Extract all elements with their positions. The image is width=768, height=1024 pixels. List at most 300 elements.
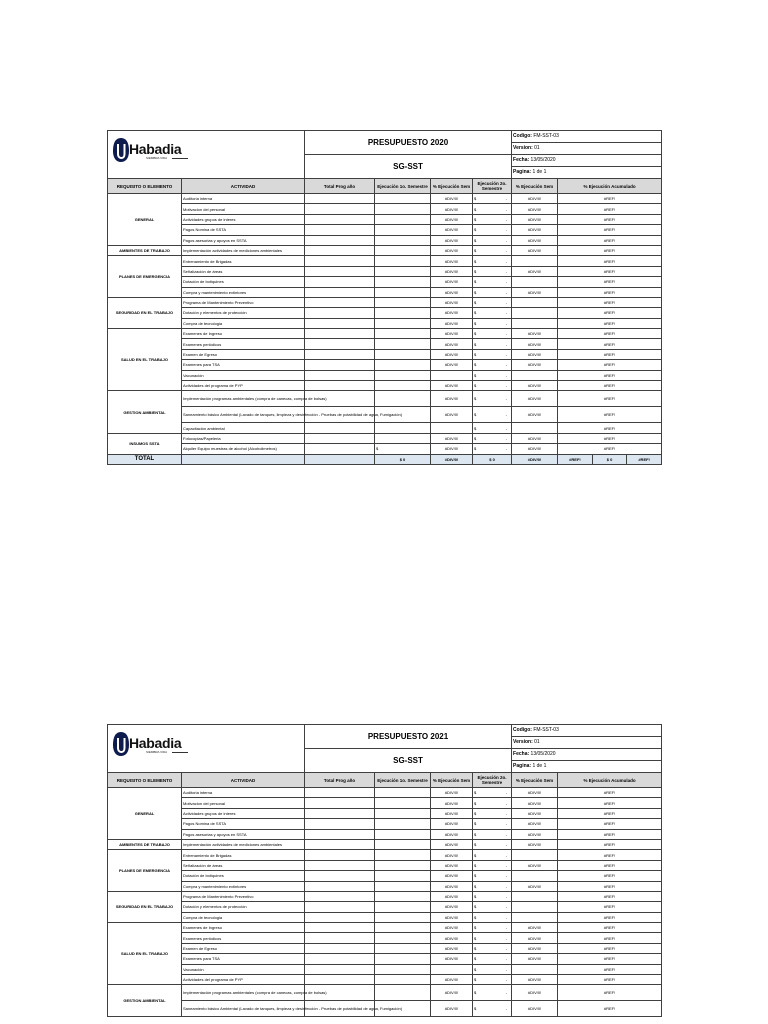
exec2-cell: $ -: [473, 266, 512, 276]
meta-fecha: Fecha: 13/05/2020: [512, 749, 662, 761]
table-row: [108, 912, 662, 922]
total-prog-cell: [305, 829, 375, 839]
activity-cell: Implementación actividades de mediciones ambientales: [182, 245, 305, 255]
table-row: [108, 360, 662, 370]
habadia-logo-icon: [112, 136, 130, 164]
requirement-group: AMBIENTES DE TRABAJO: [108, 245, 182, 255]
total-row: [108, 454, 662, 464]
column-header-row: [108, 773, 662, 788]
total-prog-cell: [305, 204, 375, 214]
activity-cell: Examenes para TSA: [182, 954, 305, 964]
accumulated-cell: #REF!: [558, 287, 662, 297]
exec1-cell: [375, 912, 431, 922]
accumulated-cell: #REF!: [558, 433, 662, 443]
total-prog-cell: [305, 839, 375, 849]
pct1-cell: #DIV/0!: [431, 954, 473, 964]
company-logo: [108, 131, 305, 179]
accumulated-cell: #REF!: [558, 933, 662, 943]
pct1-cell: #DIV/0!: [431, 902, 473, 912]
exec2-cell: $ -: [473, 933, 512, 943]
activity-cell: Señalización de áreas: [182, 860, 305, 870]
table-row: [108, 318, 662, 328]
column-header: REQUISITO O ELEMENTO: [108, 773, 182, 788]
pct1-cell: #DIV/0!: [431, 381, 473, 391]
total-prog-cell: [305, 871, 375, 881]
exec2-cell: $ -: [473, 923, 512, 933]
pct2-cell: #DIV/0!: [512, 204, 558, 214]
exec1-cell: [375, 850, 431, 860]
pct1-cell: #DIV/0!: [431, 407, 473, 423]
activity-cell: Alquiler Equipo muestras de alcohol (Alcoholimetros): [182, 444, 305, 454]
total-prog-cell: [305, 788, 375, 798]
pct2-cell: [512, 297, 558, 307]
total-exec1: $ 0: [375, 454, 431, 464]
table-row: [108, 329, 662, 339]
total-pct1: #DIV/0!: [431, 454, 473, 464]
activity-cell: Auditoria interna: [182, 788, 305, 798]
exec2-cell: $ -: [473, 808, 512, 818]
accumulated-cell: #REF!: [558, 381, 662, 391]
total-prog-cell: [305, 923, 375, 933]
table-row: [108, 423, 662, 433]
accumulated-cell: #REF!: [558, 912, 662, 922]
total-prog-cell: [305, 349, 375, 359]
exec2-cell: $ -: [473, 423, 512, 433]
exec1-cell: [375, 433, 431, 443]
pct2-cell: #DIV/0!: [512, 349, 558, 359]
pct2-cell: #DIV/0!: [512, 245, 558, 255]
total-prog-cell: [305, 308, 375, 318]
total-prog-cell: [305, 819, 375, 829]
accumulated-cell: #REF!: [558, 839, 662, 849]
total-accumulated: [558, 454, 662, 464]
pct2-cell: #DIV/0!: [512, 839, 558, 849]
exec1-cell: [375, 819, 431, 829]
pct2-cell: #DIV/0!: [512, 829, 558, 839]
column-header: REQUISITO O ELEMENTO: [108, 179, 182, 194]
exec2-cell: $ -: [473, 235, 512, 245]
activity-cell: Saneamiento básico Ambiental (Lavado de tanques, limpieza y desinfección - Pruebas de potabilidad de agua, Fumigación): [182, 407, 305, 423]
table-row: [108, 194, 662, 204]
total-prog-cell: [305, 194, 375, 204]
exec1-cell: [375, 277, 431, 287]
accumulated-cell: #REF!: [558, 881, 662, 891]
table-row: [108, 297, 662, 307]
accumulated-cell: #REF!: [558, 975, 662, 985]
activity-cell: Examenes de Ingreso: [182, 329, 305, 339]
pct2-cell: [512, 891, 558, 901]
pct1-cell: #DIV/0!: [431, 266, 473, 276]
exec2-cell: $ -: [473, 308, 512, 318]
activity-cell: Examenes de Ingreso: [182, 923, 305, 933]
exec2-cell: $ -: [473, 204, 512, 214]
total-prog-cell: [305, 339, 375, 349]
activity-cell: Implementación programas ambientales (compra de canecas, compra de bolsas): [182, 391, 305, 407]
pct1-cell: #DIV/0!: [431, 329, 473, 339]
exec1-cell: [375, 943, 431, 953]
activity-cell: Señalización de áreas: [182, 266, 305, 276]
column-header: Ejecución 2o. Semestre: [473, 773, 512, 788]
table-row: [108, 860, 662, 870]
table-row: [108, 214, 662, 224]
accumulated-cell: #REF!: [558, 964, 662, 974]
activity-cell: Motivacion del personal: [182, 204, 305, 214]
table-row: [108, 871, 662, 881]
pct2-cell: [512, 871, 558, 881]
activity-cell: Implementación actividades de mediciones ambientales: [182, 839, 305, 849]
meta-version: Version: 01: [512, 143, 662, 155]
table-row: [108, 829, 662, 839]
pct1-cell: #DIV/0!: [431, 860, 473, 870]
total-prog-cell: [305, 808, 375, 818]
table-row: [108, 933, 662, 943]
exec2-cell: $ -: [473, 1001, 512, 1017]
exec2-cell: $ -: [473, 819, 512, 829]
budget-table: [107, 130, 662, 465]
total-prog-cell: [305, 235, 375, 245]
exec2-cell: $ -: [473, 964, 512, 974]
total-prog-cell: [305, 444, 375, 454]
pct2-cell: #DIV/0!: [512, 975, 558, 985]
pct2-cell: #DIV/0!: [512, 339, 558, 349]
table-row: [108, 985, 662, 1001]
exec2-cell: $ -: [473, 444, 512, 454]
table-row: [108, 964, 662, 974]
table-row: [108, 954, 662, 964]
pct1-cell: #DIV/0!: [431, 881, 473, 891]
total-prog-cell: [305, 214, 375, 224]
activity-cell: Compra de tecnologia: [182, 912, 305, 922]
pct2-cell: [512, 850, 558, 860]
exec1-cell: [375, 266, 431, 276]
table-row: [108, 339, 662, 349]
accumulated-cell: #REF!: [558, 277, 662, 287]
exec2-cell: $ -: [473, 860, 512, 870]
exec2-cell: $ -: [473, 214, 512, 224]
pct2-cell: [512, 912, 558, 922]
accumulated-cell: #REF!: [558, 954, 662, 964]
pct1-cell: #DIV/0!: [431, 235, 473, 245]
document-title: PRESUPUESTO 2020: [305, 131, 512, 155]
total-prog-cell: [305, 964, 375, 974]
accumulated-cell: #REF!: [558, 798, 662, 808]
column-header: ACTIVIDAD: [182, 179, 305, 194]
activity-cell: Vacunación: [182, 964, 305, 974]
total-prog-cell: [305, 943, 375, 953]
total-prog-cell: [305, 381, 375, 391]
activity-cell: Pagos asesorias y apoyos en SSTA: [182, 235, 305, 245]
table-row: [108, 923, 662, 933]
exec2-cell: $ -: [473, 381, 512, 391]
total-prog-cell: [305, 287, 375, 297]
column-header-row: [108, 179, 662, 194]
pct2-cell: #DIV/0!: [512, 985, 558, 1001]
exec2-cell: $ -: [473, 891, 512, 901]
pct2-cell: #DIV/0!: [512, 798, 558, 808]
total-prog-cell: [305, 329, 375, 339]
pct1-cell: #DIV/0!: [431, 360, 473, 370]
activity-cell: Fotocopias/Papeleria: [182, 433, 305, 443]
activity-cell: Vacunación: [182, 370, 305, 380]
exec2-cell: $ -: [473, 318, 512, 328]
meta-pagina: Pagina: 1 de 1: [512, 761, 662, 773]
requirement-group: SALUD EN EL TRABAJO: [108, 923, 182, 985]
meta-pagina: Pagina: 1 de 1: [512, 167, 662, 179]
accumulated-cell: #REF!: [558, 297, 662, 307]
requirement-group: GENERAL: [108, 788, 182, 840]
pct2-cell: [512, 964, 558, 974]
activity-cell: Examenes para TSA: [182, 360, 305, 370]
company-tagline: SIEMBRA VIDA: [146, 750, 168, 754]
exec2-cell: $ -: [473, 245, 512, 255]
table-row: [108, 798, 662, 808]
column-header: % Ejecución Acumulado: [558, 179, 662, 194]
column-header: % Ejecución Acumulado: [558, 773, 662, 788]
exec2-cell: $ -: [473, 433, 512, 443]
exec1-cell: [375, 891, 431, 901]
accumulated-cell: #REF!: [558, 194, 662, 204]
accumulated-cell: #REF!: [558, 1001, 662, 1017]
total-prog-cell: [305, 277, 375, 287]
exec1-cell: [375, 933, 431, 943]
pct2-cell: #DIV/0!: [512, 954, 558, 964]
requirement-group: PLANES DE EMERGENCIA: [108, 256, 182, 298]
total-acc-2: $ 0: [592, 455, 626, 464]
meta-codigo: Codigo: FM-SST-03: [512, 131, 662, 143]
logo-underline: [172, 752, 188, 753]
accumulated-cell: #REF!: [558, 829, 662, 839]
table-row: [108, 788, 662, 798]
exec1-cell: [375, 798, 431, 808]
activity-cell: Motivacion del personal: [182, 798, 305, 808]
table-row: [108, 808, 662, 818]
pct2-cell: #DIV/0!: [512, 943, 558, 953]
pct1-cell: #DIV/0!: [431, 933, 473, 943]
activity-cell: Compra y mantenimiento extintores: [182, 881, 305, 891]
exec1-cell: [375, 860, 431, 870]
pct1-cell: #DIV/0!: [431, 798, 473, 808]
requirement-group: GESTION AMBIENTAL: [108, 985, 182, 1017]
exec1-cell: [375, 329, 431, 339]
exec1-cell: [375, 339, 431, 349]
column-header: % Ejecución Sem: [512, 179, 558, 194]
total-prog-cell: [305, 245, 375, 255]
exec2-cell: $ -: [473, 975, 512, 985]
pct1-cell: #DIV/0!: [431, 339, 473, 349]
exec2-cell: $ -: [473, 225, 512, 235]
table-row: [108, 391, 662, 407]
requirement-group: GENERAL: [108, 194, 182, 246]
requirement-group: INSUMOS SSTA: [108, 433, 182, 454]
exec2-cell: $ -: [473, 839, 512, 849]
exec2-cell: $ -: [473, 850, 512, 860]
exec1-cell: [375, 297, 431, 307]
table-row: [108, 225, 662, 235]
pct1-cell: #DIV/0!: [431, 277, 473, 287]
pct2-cell: #DIV/0!: [512, 329, 558, 339]
activity-cell: Programa de Mantenimiento Preventivo: [182, 891, 305, 901]
exec1-cell: [375, 423, 431, 433]
accumulated-cell: #REF!: [558, 214, 662, 224]
table-row: [108, 902, 662, 912]
pct2-cell: [512, 256, 558, 266]
accumulated-cell: #REF!: [558, 225, 662, 235]
document-title: PRESUPUESTO 2021: [305, 725, 512, 749]
exec2-cell: $ -: [473, 287, 512, 297]
total-exec2: $ 0: [473, 454, 512, 464]
accumulated-cell: #REF!: [558, 891, 662, 901]
total-prog-cell: [305, 297, 375, 307]
total-prog-cell: [305, 954, 375, 964]
pct2-cell: #DIV/0!: [512, 360, 558, 370]
pct1-cell: [431, 964, 473, 974]
pct2-cell: #DIV/0!: [512, 266, 558, 276]
pct1-cell: #DIV/0!: [431, 808, 473, 818]
table-row: [108, 975, 662, 985]
total-prog-cell: [305, 225, 375, 235]
table-row: [108, 819, 662, 829]
accumulated-cell: #REF!: [558, 339, 662, 349]
pct1-cell: #DIV/0!: [431, 204, 473, 214]
requirement-group: SALUD EN EL TRABAJO: [108, 329, 182, 391]
table-row: [108, 308, 662, 318]
exec1-cell: [375, 881, 431, 891]
budget-table: [107, 724, 662, 1017]
exec1-cell: [375, 839, 431, 849]
exec1-cell: [375, 381, 431, 391]
table-row: [108, 277, 662, 287]
activity-cell: Actividades grupos de interes: [182, 808, 305, 818]
pct1-cell: #DIV/0!: [431, 287, 473, 297]
pct1-cell: #DIV/0!: [431, 225, 473, 235]
total-prog-cell: [305, 256, 375, 266]
exec2-cell: $ -: [473, 277, 512, 287]
exec2-cell: $ -: [473, 297, 512, 307]
accumulated-cell: #REF!: [558, 444, 662, 454]
exec1-cell: [375, 975, 431, 985]
requirement-group: AMBIENTES DE TRABAJO: [108, 839, 182, 849]
total-acc-1: #REF!: [558, 455, 592, 464]
activity-cell: Pagos Nomina de SSTA: [182, 225, 305, 235]
pct1-cell: [431, 370, 473, 380]
exec1-cell: [375, 360, 431, 370]
table-row: [108, 349, 662, 359]
pct2-cell: [512, 370, 558, 380]
total-prog-cell: [305, 850, 375, 860]
table-row: [108, 881, 662, 891]
requirement-group: SEGURIDAD EN EL TRABAJO: [108, 891, 182, 922]
exec1-cell: [375, 308, 431, 318]
budget-sheet-2021: [107, 724, 661, 1017]
total-prog-cell: [305, 860, 375, 870]
accumulated-cell: #REF!: [558, 360, 662, 370]
pct1-cell: #DIV/0!: [431, 194, 473, 204]
exec2-cell: $ -: [473, 329, 512, 339]
total-prog-cell: [305, 423, 375, 433]
table-row: [108, 850, 662, 860]
meta-version: Version: 01: [512, 737, 662, 749]
activity-cell: Dotación y elementos de protección: [182, 308, 305, 318]
accumulated-cell: #REF!: [558, 308, 662, 318]
accumulated-cell: #REF!: [558, 819, 662, 829]
column-header: % Ejecución Sem: [431, 773, 473, 788]
table-row: [108, 204, 662, 214]
accumulated-cell: #REF!: [558, 204, 662, 214]
total-label: TOTAL: [108, 454, 182, 464]
pct2-cell: [512, 318, 558, 328]
table-row: [108, 370, 662, 380]
pct2-cell: #DIV/0!: [512, 444, 558, 454]
pct1-cell: #DIV/0!: [431, 975, 473, 985]
table-row: [108, 287, 662, 297]
exec2-cell: $ -: [473, 349, 512, 359]
accumulated-cell: #REF!: [558, 423, 662, 433]
table-row: [108, 266, 662, 276]
activity-cell: Actividades del programa de PYP: [182, 381, 305, 391]
exec1-cell: [375, 225, 431, 235]
table-row: [108, 433, 662, 443]
pct2-cell: [512, 423, 558, 433]
pct1-cell: [431, 423, 473, 433]
pct2-cell: #DIV/0!: [512, 194, 558, 204]
exec1-cell: [375, 871, 431, 881]
exec2-cell: $ -: [473, 788, 512, 798]
column-header: % Ejecución Sem: [431, 179, 473, 194]
pct1-cell: #DIV/0!: [431, 318, 473, 328]
budget-sheet-2020: [107, 130, 661, 465]
exec2-cell: $ -: [473, 829, 512, 839]
pct2-cell: #DIV/0!: [512, 225, 558, 235]
accumulated-cell: #REF!: [558, 391, 662, 407]
accumulated-cell: #REF!: [558, 407, 662, 423]
accumulated-cell: #REF!: [558, 349, 662, 359]
exec2-cell: $ -: [473, 902, 512, 912]
exec1-cell: [375, 204, 431, 214]
exec2-cell: $ -: [473, 339, 512, 349]
accumulated-cell: #REF!: [558, 923, 662, 933]
column-header: Total Prog año: [305, 773, 375, 788]
accumulated-cell: #REF!: [558, 850, 662, 860]
pct2-cell: [512, 308, 558, 318]
activity-cell: Saneamiento básico Ambiental (Lavado de tanques, limpieza y desinfección - Pruebas de potabilidad de agua, Fumigación): [182, 1001, 305, 1017]
activity-cell: Dotación de botiquines: [182, 277, 305, 287]
meta-codigo: Codigo: FM-SST-03: [512, 725, 662, 737]
exec1-cell: [375, 391, 431, 407]
activity-cell: Actividades del programa de PYP: [182, 975, 305, 985]
activity-cell: Auditoria interna: [182, 194, 305, 204]
pct1-cell: #DIV/0!: [431, 349, 473, 359]
exec1-cell: [375, 902, 431, 912]
column-header: Ejecución 2o. Semestre: [473, 179, 512, 194]
activity-cell: Pagos asesorias y apoyos en SSTA: [182, 829, 305, 839]
exec2-cell: $ -: [473, 256, 512, 266]
pct2-cell: #DIV/0!: [512, 860, 558, 870]
accumulated-cell: #REF!: [558, 245, 662, 255]
company-name: Habadia: [129, 735, 182, 751]
pct2-cell: #DIV/0!: [512, 923, 558, 933]
pct1-cell: #DIV/0!: [431, 1001, 473, 1017]
accumulated-cell: #REF!: [558, 808, 662, 818]
total-prog: [305, 454, 375, 464]
pct2-cell: #DIV/0!: [512, 819, 558, 829]
pct1-cell: #DIV/0!: [431, 985, 473, 1001]
exec1-cell: [375, 245, 431, 255]
accumulated-cell: #REF!: [558, 370, 662, 380]
table-row: [108, 943, 662, 953]
column-header: Total Prog año: [305, 179, 375, 194]
total-prog-cell: [305, 912, 375, 922]
exec2-cell: $ -: [473, 360, 512, 370]
